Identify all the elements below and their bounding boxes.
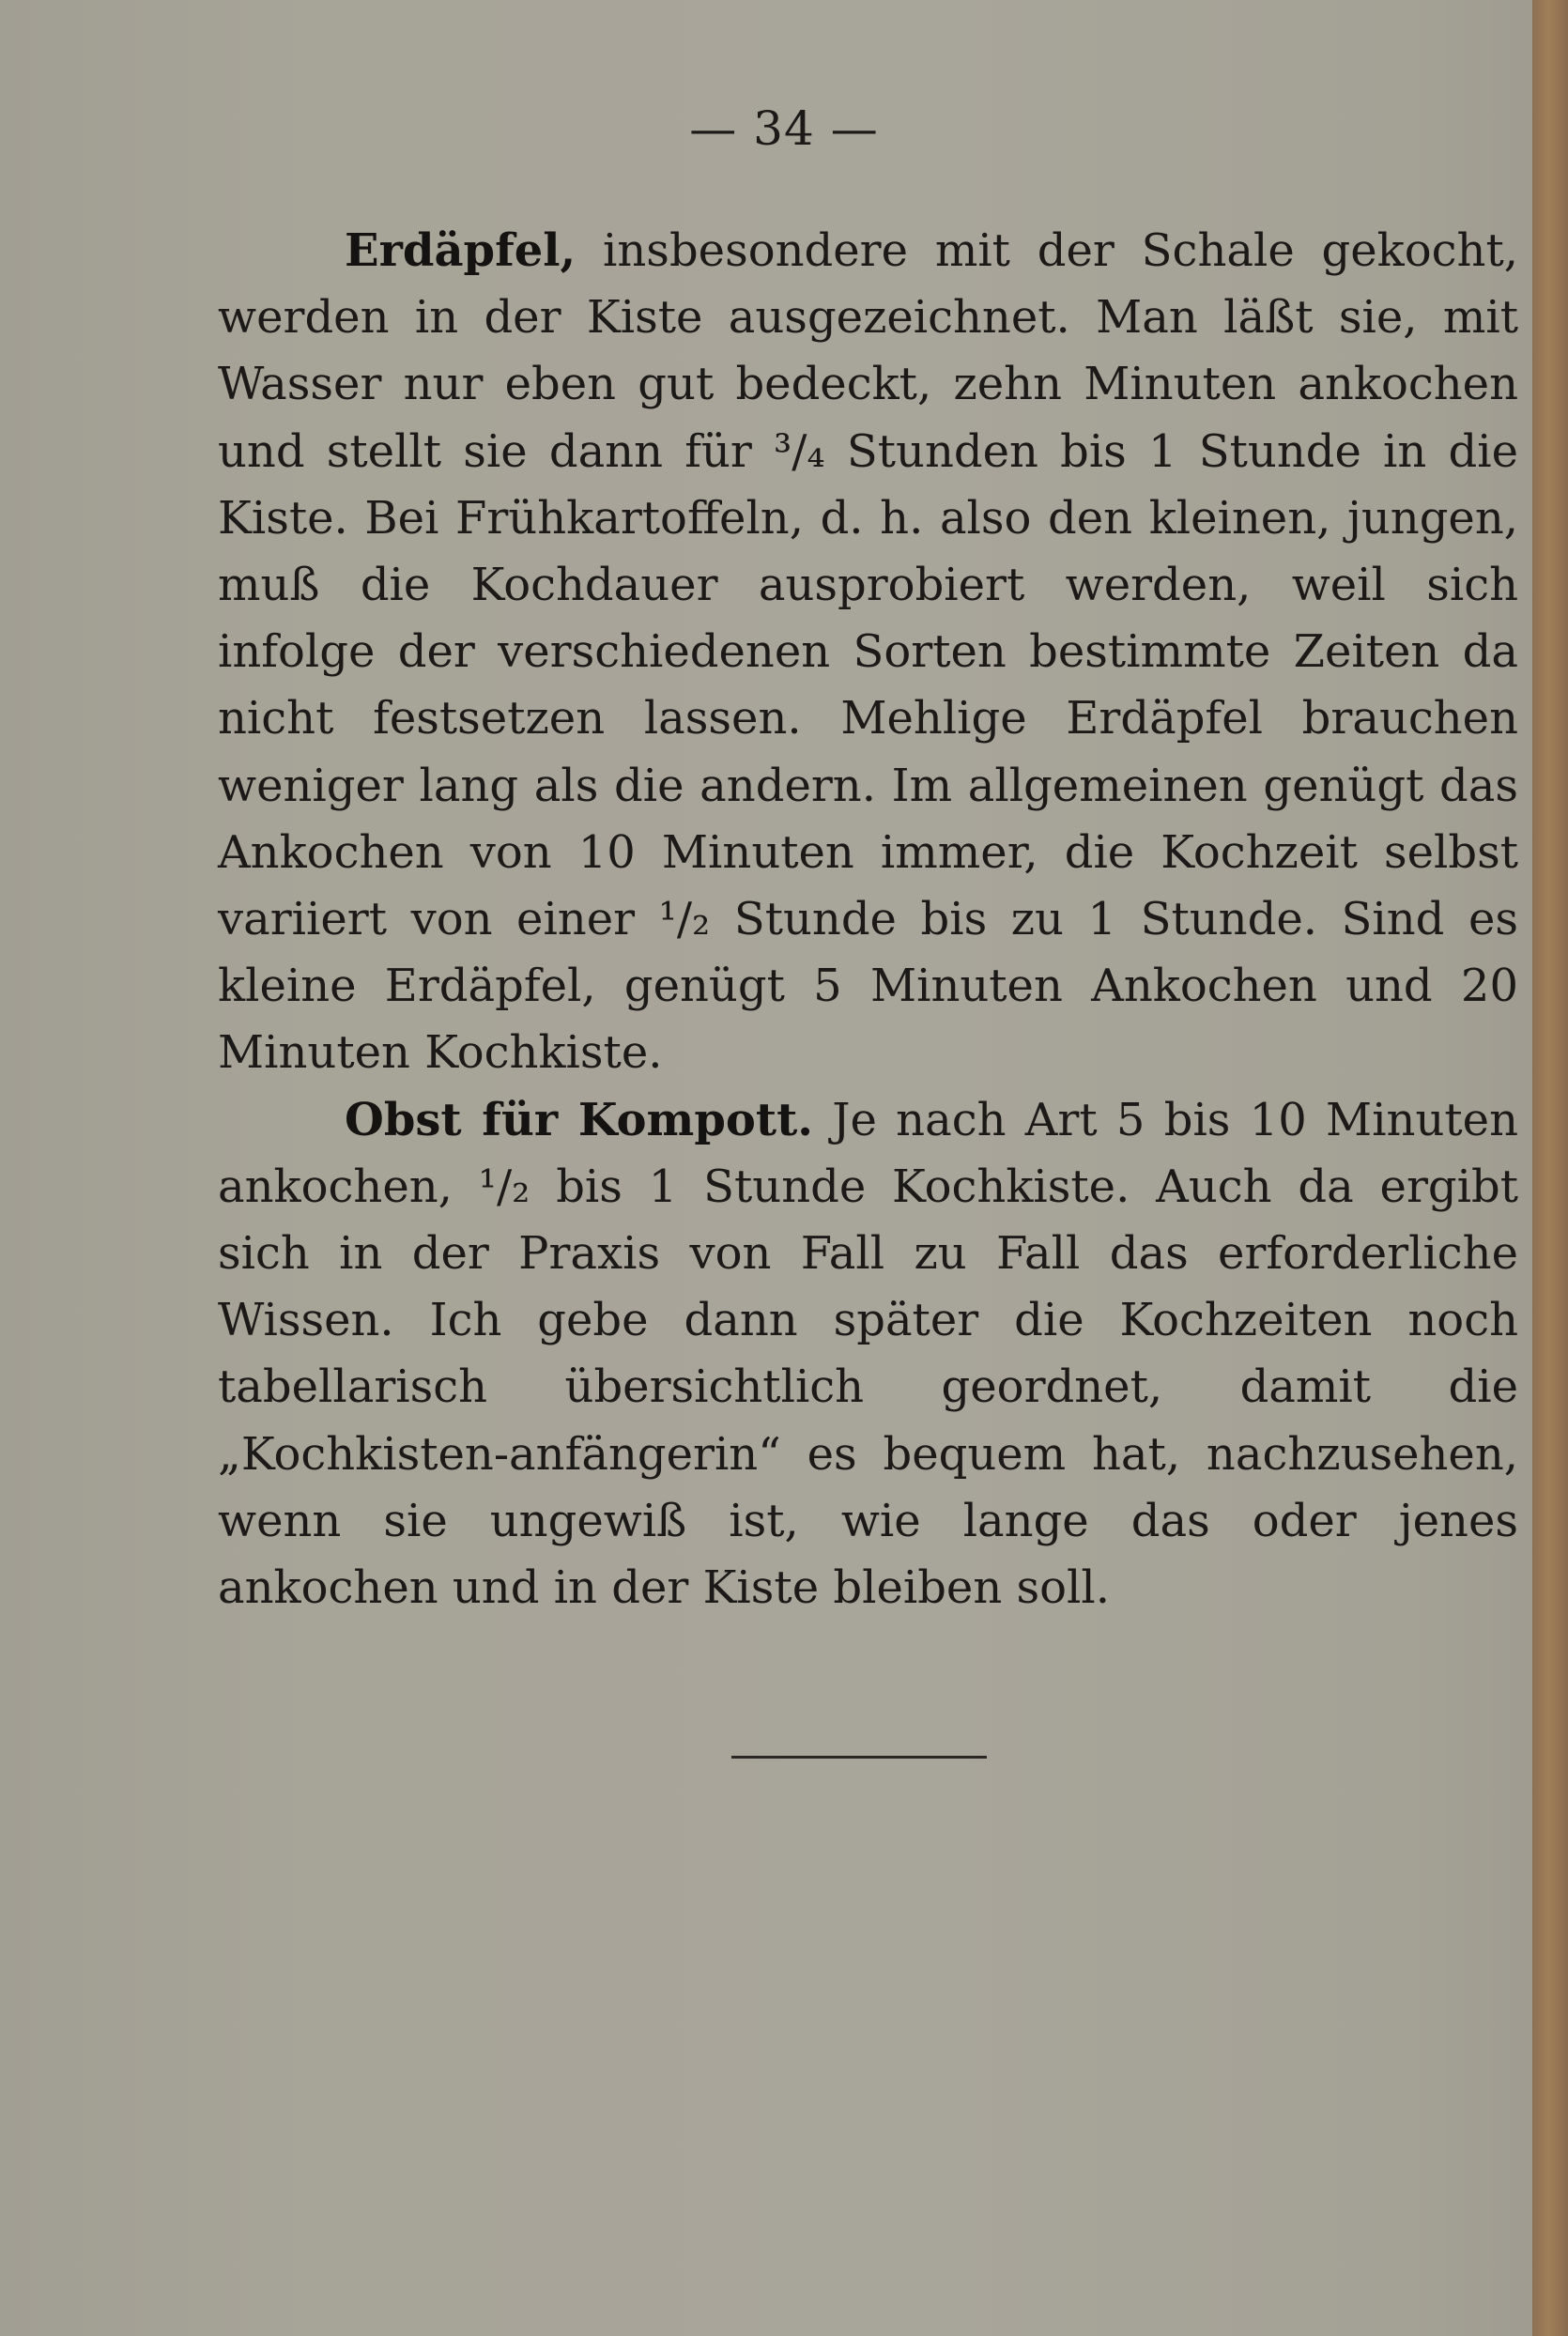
page-number: — 34 — bbox=[689, 101, 879, 156]
paragraph-heading: Erdäpfel, bbox=[345, 224, 576, 277]
paragraph-heading: Obst für Kompott. bbox=[345, 1093, 813, 1146]
paragraph-erdaepfel bbox=[218, 218, 1518, 1087]
paragraph-body: Je nach Art 5 bis 10 Minuten ankochen, ¹/₂ bis 1 Stunde Kochkiste. Auch da ergibt sich in der Praxis von Fall zu Fall das erforderliche Wissen. Ich gebe dann später die Kochzeiten noch tabellarisch übersichtlich geordnet, damit die „Kochkisten-anfängerin“ es bequem hat, nachzusehen, wenn sie ungewiß ist, wie lange das oder jenes ankochen und in der Kiste bleiben soll. bbox=[218, 1093, 1518, 1615]
paragraph-obst bbox=[218, 1087, 1518, 1622]
section-divider bbox=[731, 1756, 987, 1759]
page-edge bbox=[1532, 0, 1568, 2336]
paragraph-body: insbesondere mit der Schale gekocht, werden in der Kiste ausgezeichnet. Man läßt sie, mit Wasser nur eben gut bedeckt, zehn Minuten ankochen und stellt sie dann für ³/₄ Stunden bis 1 Stunde in die Kiste. Bei Frühkartoffeln, d. h. also den kleinen, jungen, muß die Kochdauer ausprobiert werden, weil sich infolge der verschiedenen Sorten bestimmte Zeiten da nicht festsetzen lassen. Mehlige Erdäpfel brauchen weniger lang als die andern. Im allgemeinen genügt das Ankochen von 10 Minuten immer, die Kochzeit selbst variiert von einer ¹/₂ Stunde bis zu 1 Stunde. Sind es kleine Erdäpfel, genügt 5 Minuten Ankochen und 20 Minuten Kochkiste. bbox=[218, 224, 1518, 1080]
body-text bbox=[218, 218, 1518, 1621]
